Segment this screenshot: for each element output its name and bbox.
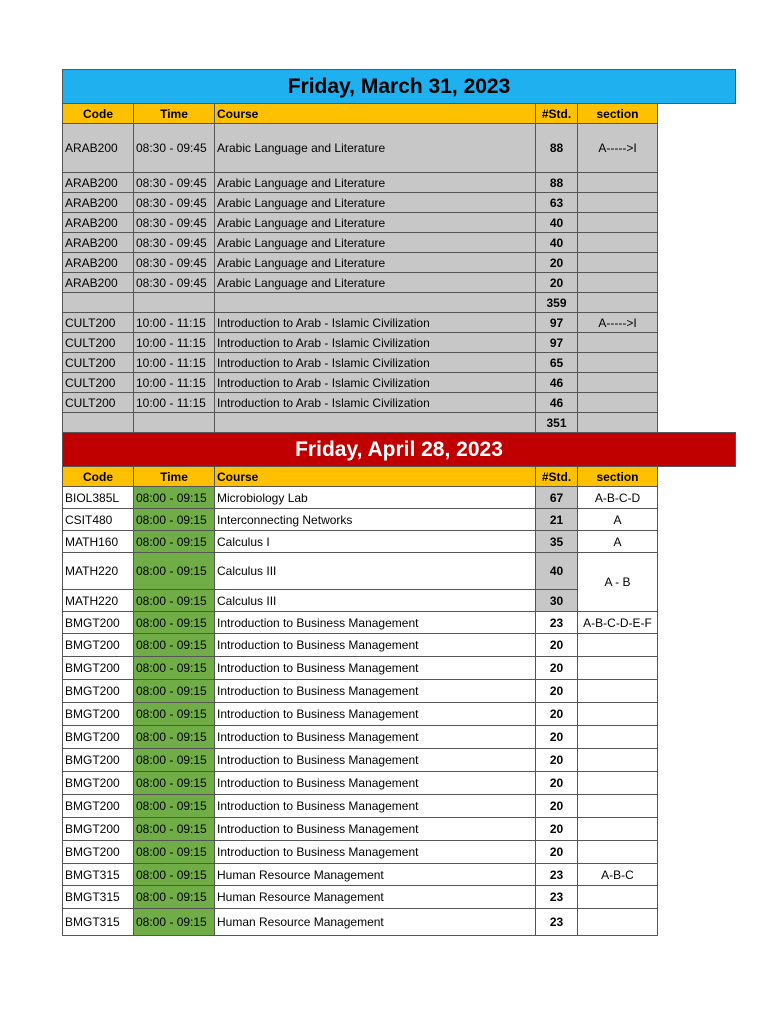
section-cell	[578, 393, 658, 413]
blank-cell	[658, 795, 736, 818]
std-cell: 20	[536, 703, 578, 726]
blank-cell	[658, 104, 736, 124]
table-row	[63, 680, 736, 703]
blank-cell	[658, 553, 736, 590]
code-cell: ARAB200	[63, 233, 134, 253]
blank-cell	[658, 612, 736, 634]
table-row	[63, 353, 736, 373]
exam-schedule-sheet	[62, 69, 736, 936]
std-cell: 46	[536, 373, 578, 393]
table-row	[63, 795, 736, 818]
table-row	[63, 818, 736, 841]
column-header-code: Code	[63, 104, 134, 124]
table-row	[63, 726, 736, 749]
course-cell: Arabic Language and Literature	[215, 124, 536, 173]
table-row	[63, 253, 736, 273]
std-cell: 20	[536, 795, 578, 818]
code-cell: CULT200	[63, 313, 134, 333]
table-row	[63, 657, 736, 680]
blank-cell	[658, 233, 736, 253]
std-cell: 65	[536, 353, 578, 373]
code-cell: BMGT200	[63, 657, 134, 680]
blank-cell	[658, 193, 736, 213]
section-cell	[578, 233, 658, 253]
time-cell: 08:30 - 09:45	[134, 124, 215, 173]
std-cell: 67	[536, 487, 578, 509]
blank-cell	[658, 487, 736, 509]
section-cell	[578, 886, 658, 909]
column-header-row	[63, 104, 736, 124]
code-cell: BMGT200	[63, 818, 134, 841]
course-cell: Arabic Language and Literature	[215, 173, 536, 193]
table-row	[63, 373, 736, 393]
blank-cell	[658, 864, 736, 886]
section-cell	[578, 909, 658, 936]
course-cell: Introduction to Business Management	[215, 726, 536, 749]
table-row	[63, 333, 736, 353]
blank-cell	[658, 293, 736, 313]
code-cell: BMGT200	[63, 703, 134, 726]
time-cell: 08:00 - 09:15	[134, 531, 215, 553]
code-cell: ARAB200	[63, 173, 134, 193]
code-cell: BMGT315	[63, 864, 134, 886]
section-cell	[578, 818, 658, 841]
table-row	[63, 634, 736, 657]
code-cell: BMGT315	[63, 886, 134, 909]
blank-cell	[658, 353, 736, 373]
section-cell: A----->I	[578, 313, 658, 333]
column-header-row	[63, 467, 736, 487]
blank-cell	[658, 467, 736, 487]
code-cell: MATH220	[63, 553, 134, 590]
blank-cell	[658, 703, 736, 726]
time-cell: 08:30 - 09:45	[134, 253, 215, 273]
section-cell	[578, 749, 658, 772]
time-cell: 08:30 - 09:45	[134, 273, 215, 293]
blank-cell	[658, 393, 736, 413]
time-cell: 08:00 - 09:15	[134, 680, 215, 703]
std-cell: 20	[536, 841, 578, 864]
column-header-course: Course	[215, 104, 536, 124]
code-cell: CULT200	[63, 373, 134, 393]
std-cell: 46	[536, 393, 578, 413]
code-cell: BIOL385L	[63, 487, 134, 509]
course-cell: Introduction to Business Management	[215, 657, 536, 680]
section-cell: A-B-C-D	[578, 487, 658, 509]
blank-cell	[658, 909, 736, 936]
column-header-section: section	[578, 104, 658, 124]
course-cell: Introduction to Arab - Islamic Civilization	[215, 333, 536, 353]
table-row	[63, 393, 736, 413]
blank-cell	[658, 634, 736, 657]
section-cell	[578, 795, 658, 818]
course-cell: Arabic Language and Literature	[215, 273, 536, 293]
course-cell: Introduction to Business Management	[215, 703, 536, 726]
blank-cell	[658, 273, 736, 293]
std-cell: 35	[536, 531, 578, 553]
course-cell: Calculus III	[215, 553, 536, 590]
table-row	[63, 772, 736, 795]
day-banner	[63, 70, 736, 104]
course-cell: Introduction to Arab - Islamic Civilization	[215, 313, 536, 333]
time-cell: 08:30 - 09:45	[134, 213, 215, 233]
time-cell: 08:00 - 09:15	[134, 841, 215, 864]
std-cell: 20	[536, 772, 578, 795]
course-cell: Introduction to Arab - Islamic Civilization	[215, 373, 536, 393]
std-cell: 20	[536, 657, 578, 680]
time-cell: 08:00 - 09:15	[134, 590, 215, 612]
blank-cell	[658, 531, 736, 553]
code-cell: CULT200	[63, 353, 134, 373]
time-cell: 08:00 - 09:15	[134, 886, 215, 909]
table-row	[63, 213, 736, 233]
code-cell: BMGT200	[63, 726, 134, 749]
time-cell: 08:00 - 09:15	[134, 703, 215, 726]
std-cell: 23	[536, 864, 578, 886]
section-cell	[578, 726, 658, 749]
blank-cell	[658, 657, 736, 680]
code-cell: CULT200	[63, 393, 134, 413]
std-cell: 23	[536, 909, 578, 936]
time-cell: 10:00 - 11:15	[134, 353, 215, 373]
table-row	[63, 864, 736, 886]
table-row	[63, 509, 736, 531]
code-cell: BMGT200	[63, 612, 134, 634]
table-row	[63, 293, 736, 313]
course-cell: Calculus I	[215, 531, 536, 553]
time-cell: 08:30 - 09:45	[134, 233, 215, 253]
day-title: Friday, April 28, 2023	[63, 433, 736, 467]
table-row	[63, 273, 736, 293]
day-title: Friday, March 31, 2023	[63, 70, 736, 104]
course-cell: Calculus III	[215, 590, 536, 612]
blank-cell	[658, 680, 736, 703]
table-row	[63, 193, 736, 213]
blank-cell	[658, 373, 736, 393]
table-row	[63, 841, 736, 864]
column-header-section: section	[578, 467, 658, 487]
table-row	[63, 233, 736, 253]
code-cell	[63, 293, 134, 313]
course-cell: Introduction to Business Management	[215, 749, 536, 772]
section-cell	[578, 273, 658, 293]
column-header-std: #Std.	[536, 467, 578, 487]
column-header-time: Time	[134, 467, 215, 487]
time-cell: 08:30 - 09:45	[134, 193, 215, 213]
course-cell: Microbiology Lab	[215, 487, 536, 509]
section-cell	[578, 657, 658, 680]
section-cell: A-B-C	[578, 864, 658, 886]
section-cell	[578, 293, 658, 313]
std-cell: 63	[536, 193, 578, 213]
section-cell	[578, 634, 658, 657]
column-header-time: Time	[134, 104, 215, 124]
blank-cell	[658, 509, 736, 531]
blank-cell	[658, 124, 736, 173]
time-cell: 08:00 - 09:15	[134, 818, 215, 841]
section-cell: A	[578, 531, 658, 553]
section-cell	[578, 841, 658, 864]
table-row	[63, 124, 736, 173]
blank-cell	[658, 253, 736, 273]
course-cell: Human Resource Management	[215, 886, 536, 909]
course-cell: Interconnecting Networks	[215, 509, 536, 531]
code-cell: ARAB200	[63, 253, 134, 273]
std-cell: 359	[536, 293, 578, 313]
blank-cell	[658, 749, 736, 772]
exam-schedule-table	[62, 69, 736, 936]
column-header-course: Course	[215, 467, 536, 487]
blank-cell	[658, 313, 736, 333]
day-banner	[63, 433, 736, 467]
code-cell: ARAB200	[63, 124, 134, 173]
time-cell: 08:00 - 09:15	[134, 772, 215, 795]
std-cell: 20	[536, 749, 578, 772]
course-cell: Introduction to Arab - Islamic Civilization	[215, 353, 536, 373]
course-cell: Introduction to Business Management	[215, 772, 536, 795]
course-cell: Arabic Language and Literature	[215, 193, 536, 213]
section-cell: A - B	[578, 553, 658, 612]
time-cell: 08:00 - 09:15	[134, 749, 215, 772]
std-cell: 23	[536, 612, 578, 634]
table-row	[63, 612, 736, 634]
std-cell: 88	[536, 173, 578, 193]
course-cell: Introduction to Business Management	[215, 818, 536, 841]
std-cell: 97	[536, 313, 578, 333]
std-cell: 40	[536, 213, 578, 233]
section-cell: A----->I	[578, 124, 658, 173]
std-cell: 351	[536, 413, 578, 433]
course-cell: Introduction to Business Management	[215, 795, 536, 818]
table-row	[63, 553, 736, 590]
course-cell: Arabic Language and Literature	[215, 213, 536, 233]
blank-cell	[658, 886, 736, 909]
column-header-code: Code	[63, 467, 134, 487]
std-cell: 20	[536, 818, 578, 841]
code-cell: BMGT200	[63, 795, 134, 818]
blank-cell	[658, 333, 736, 353]
time-cell: 10:00 - 11:15	[134, 333, 215, 353]
section-cell: A	[578, 509, 658, 531]
blank-cell	[658, 818, 736, 841]
blank-cell	[658, 173, 736, 193]
section-cell	[578, 173, 658, 193]
time-cell: 08:00 - 09:15	[134, 795, 215, 818]
course-cell	[215, 293, 536, 313]
section-cell	[578, 253, 658, 273]
code-cell: BMGT200	[63, 680, 134, 703]
table-row	[63, 173, 736, 193]
code-cell: CULT200	[63, 333, 134, 353]
std-cell: 20	[536, 253, 578, 273]
std-cell: 88	[536, 124, 578, 173]
table-row	[63, 749, 736, 772]
course-cell: Arabic Language and Literature	[215, 253, 536, 273]
course-cell: Introduction to Business Management	[215, 841, 536, 864]
time-cell: 08:00 - 09:15	[134, 487, 215, 509]
std-cell: 23	[536, 886, 578, 909]
course-cell: Introduction to Business Management	[215, 612, 536, 634]
table-row	[63, 909, 736, 936]
std-cell: 30	[536, 590, 578, 612]
course-cell: Human Resource Management	[215, 864, 536, 886]
time-cell: 10:00 - 11:15	[134, 313, 215, 333]
code-cell: BMGT200	[63, 841, 134, 864]
time-cell: 10:00 - 11:15	[134, 393, 215, 413]
std-cell: 40	[536, 233, 578, 253]
std-cell: 21	[536, 509, 578, 531]
course-cell: Arabic Language and Literature	[215, 233, 536, 253]
code-cell: BMGT200	[63, 634, 134, 657]
table-row	[63, 413, 736, 433]
table-row	[63, 487, 736, 509]
table-row	[63, 313, 736, 333]
column-header-std: #Std.	[536, 104, 578, 124]
time-cell: 08:00 - 09:15	[134, 634, 215, 657]
std-cell: 40	[536, 553, 578, 590]
time-cell: 10:00 - 11:15	[134, 373, 215, 393]
section-cell	[578, 703, 658, 726]
course-cell: Introduction to Business Management	[215, 680, 536, 703]
section-cell	[578, 772, 658, 795]
section-cell	[578, 373, 658, 393]
time-cell	[134, 413, 215, 433]
blank-cell	[658, 213, 736, 233]
section-cell	[578, 193, 658, 213]
time-cell: 08:30 - 09:45	[134, 173, 215, 193]
section-cell	[578, 333, 658, 353]
code-cell: ARAB200	[63, 193, 134, 213]
section-cell	[578, 680, 658, 703]
time-cell: 08:00 - 09:15	[134, 553, 215, 590]
section-cell	[578, 353, 658, 373]
table-row	[63, 531, 736, 553]
time-cell: 08:00 - 09:15	[134, 864, 215, 886]
blank-cell	[658, 772, 736, 795]
time-cell: 08:00 - 09:15	[134, 612, 215, 634]
time-cell	[134, 293, 215, 313]
std-cell: 20	[536, 680, 578, 703]
course-cell: Introduction to Arab - Islamic Civilization	[215, 393, 536, 413]
course-cell: Introduction to Business Management	[215, 634, 536, 657]
time-cell: 08:00 - 09:15	[134, 509, 215, 531]
course-cell	[215, 413, 536, 433]
code-cell: BMGT200	[63, 749, 134, 772]
std-cell: 20	[536, 634, 578, 657]
code-cell: MATH220	[63, 590, 134, 612]
table-row	[63, 886, 736, 909]
section-cell	[578, 213, 658, 233]
time-cell: 08:00 - 09:15	[134, 909, 215, 936]
blank-cell	[658, 413, 736, 433]
std-cell: 20	[536, 726, 578, 749]
blank-cell	[658, 590, 736, 612]
table-row	[63, 703, 736, 726]
code-cell: BMGT315	[63, 909, 134, 936]
section-cell	[578, 413, 658, 433]
blank-cell	[658, 726, 736, 749]
std-cell: 20	[536, 273, 578, 293]
time-cell: 08:00 - 09:15	[134, 726, 215, 749]
code-cell: CSIT480	[63, 509, 134, 531]
code-cell: BMGT200	[63, 772, 134, 795]
code-cell: ARAB200	[63, 213, 134, 233]
std-cell: 97	[536, 333, 578, 353]
code-cell: MATH160	[63, 531, 134, 553]
section-cell: A-B-C-D-E-F	[578, 612, 658, 634]
course-cell: Human Resource Management	[215, 909, 536, 936]
time-cell: 08:00 - 09:15	[134, 657, 215, 680]
code-cell: ARAB200	[63, 273, 134, 293]
blank-cell	[658, 841, 736, 864]
code-cell	[63, 413, 134, 433]
